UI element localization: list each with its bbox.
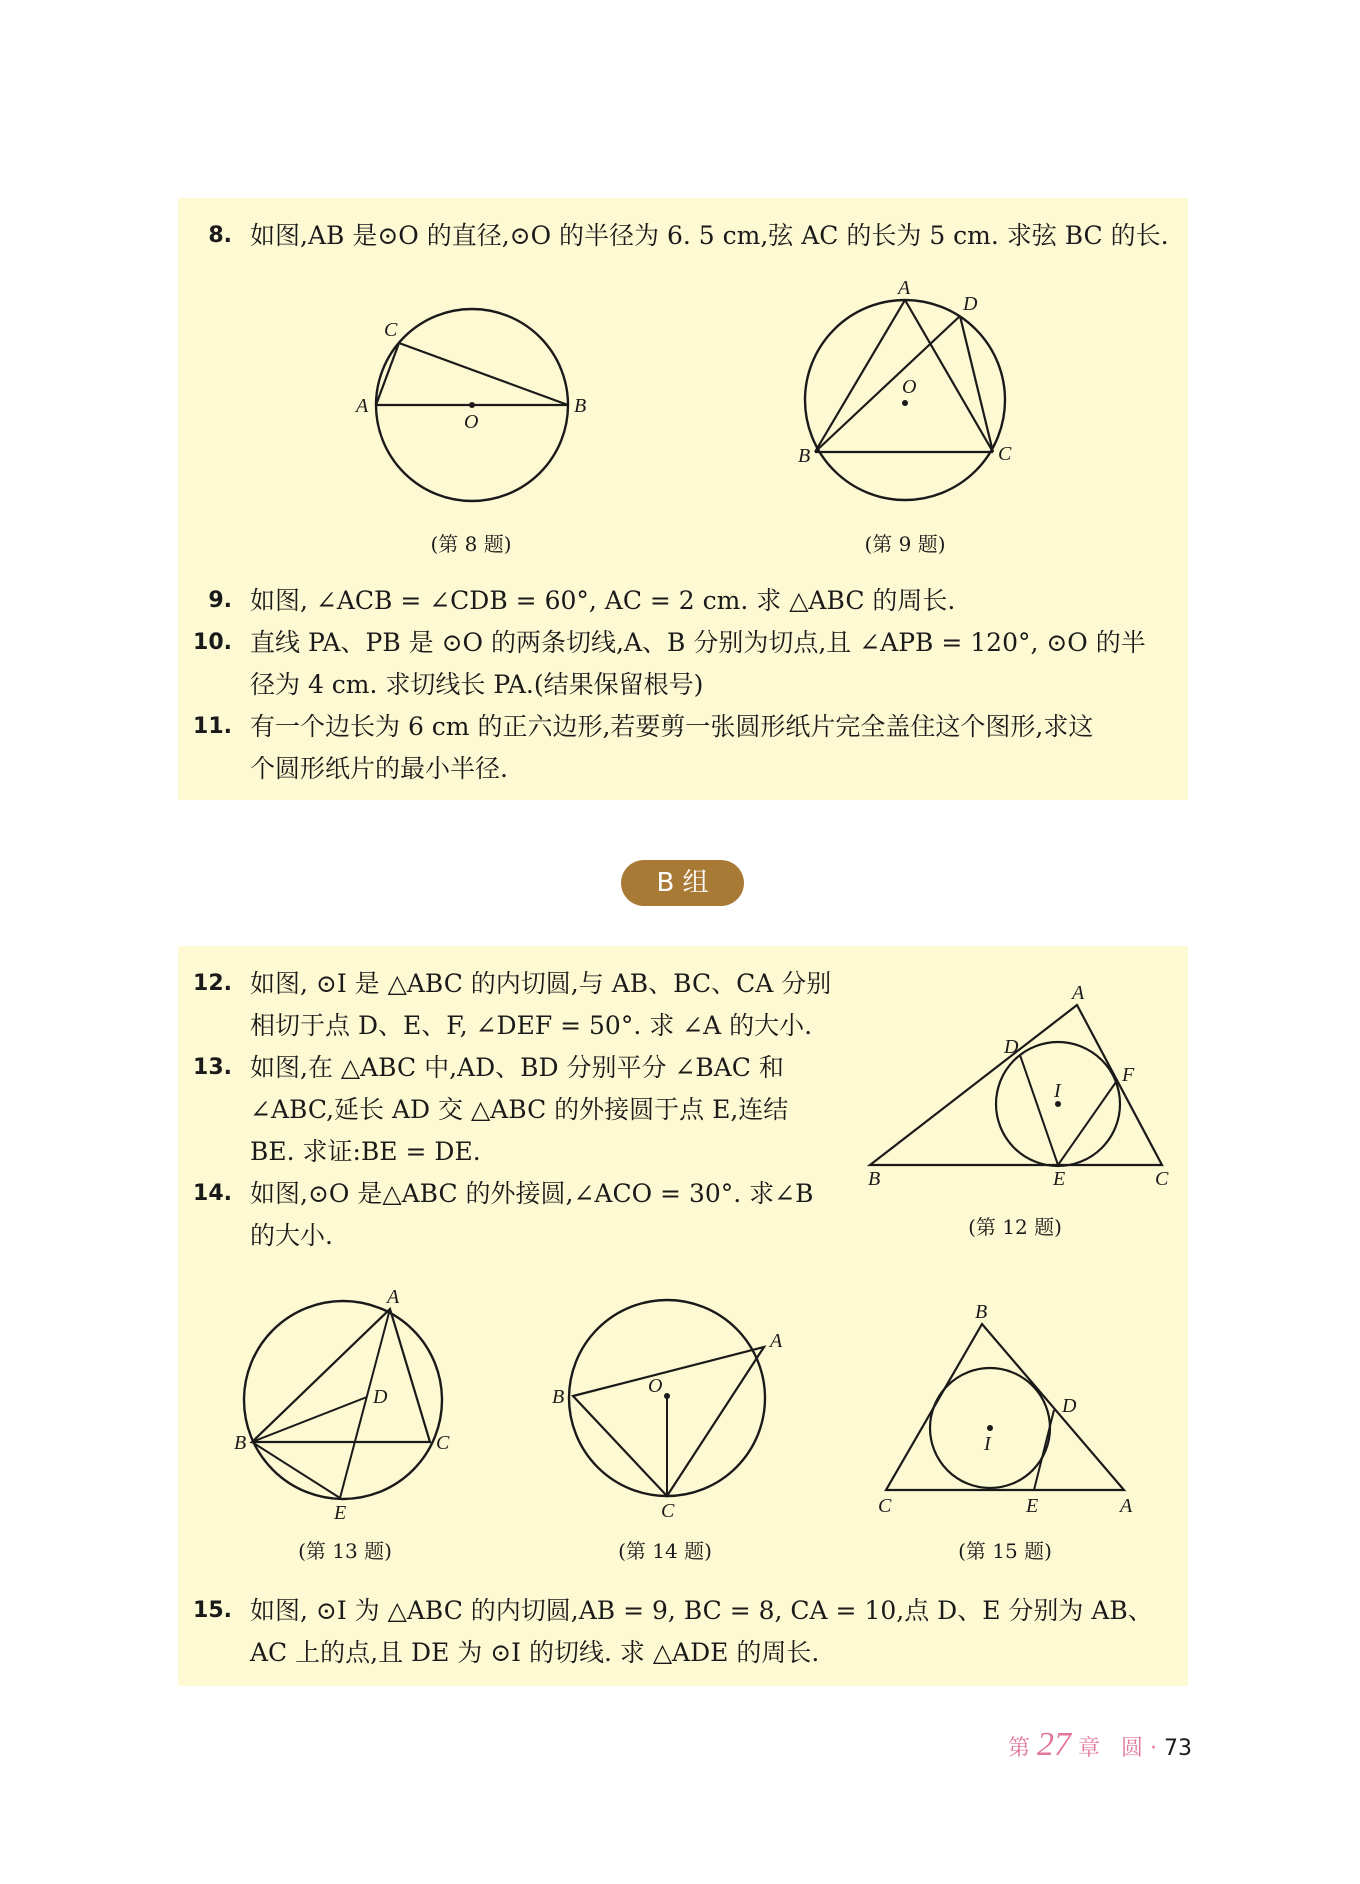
- label-a: A: [1120, 1495, 1133, 1517]
- label-b: B: [868, 1168, 881, 1190]
- label-b: B: [975, 1301, 988, 1323]
- problem-text-line-1: 如图, ⊙I 是 △ABC 的内切圆,与 AB、BC、CA 分别: [250, 969, 832, 998]
- footer-dot: ·: [1150, 1736, 1157, 1761]
- problem-number: 11.: [193, 714, 232, 739]
- caption-fig-8: (第 8 题): [430, 532, 512, 556]
- label-a: A: [356, 395, 369, 417]
- label-a: A: [387, 1286, 400, 1308]
- page-footer: [1008, 1726, 1192, 1764]
- label-b: B: [574, 395, 587, 417]
- problem-text-line-3: BE. 求证:BE = DE.: [250, 1137, 481, 1166]
- chapter-suffix: 章: [1077, 1736, 1100, 1761]
- segment-be: [252, 1442, 340, 1498]
- chapter-prefix: 第: [1007, 1736, 1030, 1761]
- label-c: C: [998, 443, 1012, 465]
- segment-de: [1020, 1055, 1058, 1165]
- problem-text-line-1: 如图, ⊙I 为 △ABC 的内切圆,AB = 9, BC = 8, CA = 10,点 D、E 分别为 AB、: [250, 1596, 1153, 1625]
- problem-text-line-1: 直线 PA、PB 是 ⊙O 的两条切线,A、B 分别为切点,且 ∠APB = 120°, ⊙O 的半: [250, 628, 1146, 657]
- problem-text-line-1: 如图,在 △ABC 中,AD、BD 分别平分 ∠BAC 和: [250, 1053, 784, 1082]
- chord-cb: [399, 343, 568, 405]
- label-c: C: [661, 1500, 675, 1522]
- triangle-abc: [870, 1005, 1162, 1165]
- label-i: I: [984, 1433, 991, 1455]
- problem-number: 9.: [208, 588, 232, 613]
- label-d: D: [1062, 1395, 1077, 1417]
- segment-bd: [815, 316, 960, 452]
- chord-ac: [376, 343, 399, 405]
- circumcircle: [244, 1301, 442, 1499]
- figure-15-diagram: [870, 1300, 1150, 1520]
- label-e: E: [1053, 1168, 1066, 1190]
- problem-text-line-2: 径为 4 cm. 求切线长 PA.(结果保留根号): [250, 670, 704, 699]
- label-d: D: [1004, 1036, 1019, 1058]
- chapter-number: 27: [1036, 1726, 1071, 1763]
- problem-text-line-2: ∠ABC,延长 AD 交 △ABC 的外接圆于点 E,连结: [250, 1095, 789, 1124]
- problem-text-line-1: 有一个边长为 6 cm 的正六边形,若要剪一张圆形纸片完全盖住这个图形,求这: [250, 712, 1094, 741]
- label-c: C: [436, 1432, 450, 1454]
- center-point: [987, 1425, 993, 1431]
- label-i: I: [1054, 1080, 1061, 1102]
- triangle-abc: [573, 1347, 764, 1496]
- label-o: O: [648, 1375, 663, 1397]
- label-f: F: [1122, 1064, 1135, 1086]
- figure-13-diagram: [230, 1285, 460, 1525]
- triangle-abc: [886, 1324, 1124, 1490]
- triangle-abc: [252, 1309, 430, 1442]
- label-c: C: [1155, 1168, 1169, 1190]
- caption-fig-15: (第 15 题): [958, 1539, 1052, 1563]
- chapter-title: 圆: [1120, 1736, 1143, 1761]
- label-e: E: [334, 1502, 347, 1524]
- problem-text: 如图, ∠ACB = ∠CDB = 60°, AC = 2 cm. 求 △ABC 的周长.: [250, 586, 956, 615]
- label-d: D: [963, 293, 978, 315]
- problem-text-line-2: AC 上的点,且 DE 为 ⊙I 的切线. 求 △ADE 的周长.: [250, 1638, 820, 1667]
- center-point: [664, 1393, 670, 1399]
- label-d: D: [373, 1386, 388, 1408]
- segment-bd: [252, 1397, 367, 1442]
- center-point: [469, 402, 475, 408]
- label-a: A: [770, 1330, 783, 1352]
- problem-text-line-2: 相切于点 D、E、F, ∠DEF = 50°. 求 ∠A 的大小.: [250, 1011, 813, 1040]
- problem-text-line-2: 个圆形纸片的最小半径.: [250, 754, 508, 783]
- problem-text-line-1: 如图,⊙O 是△ABC 的外接圆,∠ACO = 30°. 求∠B: [250, 1179, 814, 1208]
- caption-fig-9: (第 9 题): [864, 532, 946, 556]
- figure-14-diagram: [550, 1290, 790, 1520]
- segment-dc: [960, 316, 993, 452]
- label-o: O: [902, 376, 917, 398]
- problem-number: 8.: [208, 223, 232, 248]
- figure-12-diagram: [860, 982, 1180, 1190]
- caption-fig-12: (第 12 题): [968, 1215, 1062, 1239]
- problem-number: 13.: [193, 1055, 232, 1080]
- label-b: B: [234, 1432, 247, 1454]
- page-number: 73: [1164, 1736, 1192, 1761]
- label-a: A: [898, 277, 911, 299]
- problem-number: 10.: [193, 630, 232, 655]
- problem-text-line-2: 的大小.: [250, 1221, 333, 1250]
- segment-ef: [1058, 1082, 1116, 1165]
- problem-number: 14.: [193, 1181, 232, 1206]
- problem-text: 如图,AB 是⊙O 的直径,⊙O 的半径为 6. 5 cm,弦 AC 的长为 5 cm. 求弦 BC 的长.: [250, 221, 1169, 250]
- label-c: C: [878, 1495, 892, 1517]
- group-b-badge: B 组: [621, 860, 744, 906]
- side-ab: [815, 300, 905, 452]
- label-c: C: [384, 319, 398, 341]
- label-o: O: [464, 411, 479, 433]
- label-a: A: [1072, 982, 1085, 1004]
- caption-fig-13: (第 13 题): [298, 1539, 392, 1563]
- side-ac: [905, 300, 993, 452]
- caption-fig-14: (第 14 题): [618, 1539, 712, 1563]
- label-b: B: [798, 445, 811, 467]
- problem-number: 12.: [193, 971, 232, 996]
- label-b: B: [552, 1386, 565, 1408]
- problem-number: 15.: [193, 1598, 232, 1623]
- label-e: E: [1026, 1495, 1039, 1517]
- figure-9-diagram: [790, 277, 1040, 510]
- center-point: [902, 400, 908, 406]
- tangent-de: [1034, 1410, 1054, 1490]
- figure-8-diagram: [350, 300, 600, 520]
